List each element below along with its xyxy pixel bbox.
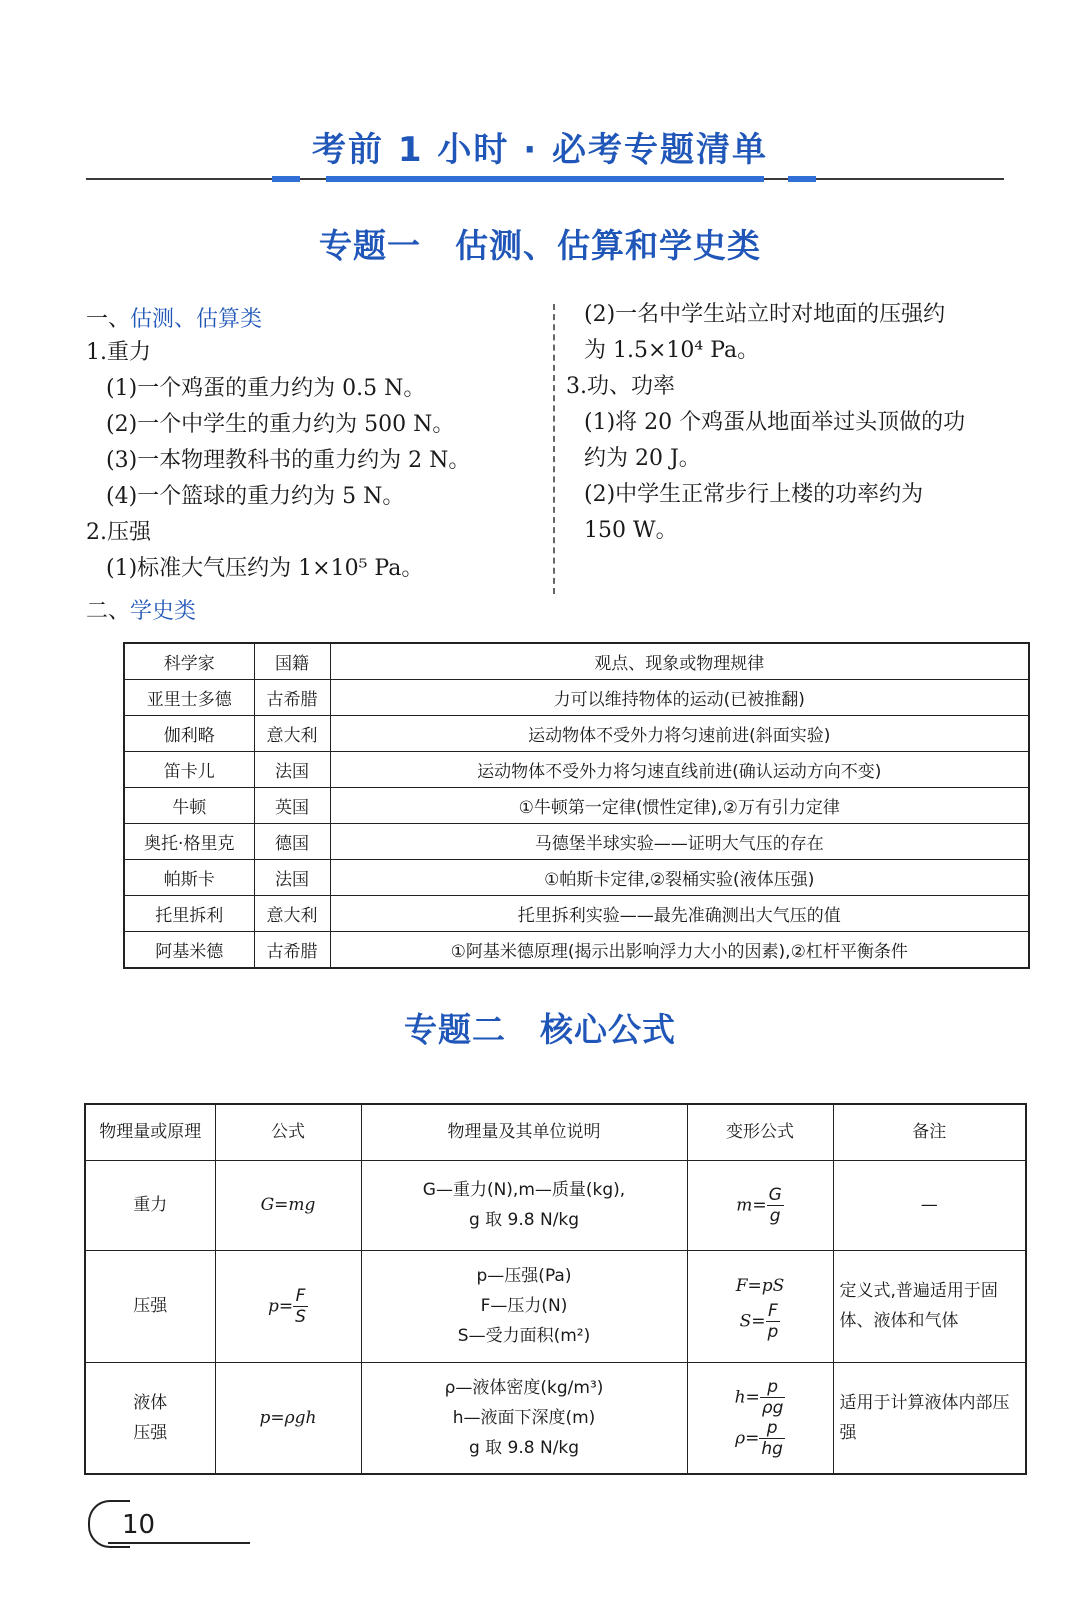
- fraction: [759, 1418, 785, 1459]
- section1-label: 估测、估算类: [130, 307, 263, 332]
- description-line: G—重力(N),m—质量(kg),: [422, 1180, 626, 1200]
- description-line: g 取 9.8 N/kg: [468, 1437, 580, 1458]
- formula-cell: G=mg: [215, 1160, 361, 1250]
- nationality-cell: 法国: [254, 860, 330, 896]
- right-line: 3.功、功率: [566, 374, 675, 399]
- variant-formula: [694, 1301, 827, 1342]
- quantity-cell: 重力: [85, 1160, 215, 1250]
- left-line: 1.重力: [86, 340, 151, 365]
- page-number: 10: [122, 1510, 156, 1540]
- formula-cell: p=ρgh: [215, 1362, 361, 1474]
- history-table: [123, 642, 1030, 969]
- header-cell: 国籍: [254, 643, 330, 680]
- formula-table: [84, 1103, 1027, 1475]
- formula-lhs: h=: [734, 1387, 760, 1408]
- scientist-cell: 牛顿: [124, 788, 254, 824]
- scientist-cell: 亚里士多德: [124, 680, 254, 716]
- left-line: (4)一个篮球的重力约为 5 N。: [106, 484, 405, 509]
- header-cell: 备注: [833, 1104, 1026, 1160]
- table-row: [85, 1362, 1026, 1474]
- table-header-row: [124, 643, 1029, 680]
- quantity-cell: 压强: [85, 1250, 215, 1362]
- right-line: (2)一名中学生站立时对地面的压强约: [584, 302, 946, 327]
- nationality-cell: 德国: [254, 824, 330, 860]
- table-row: [124, 824, 1029, 860]
- description-line: p—压强(Pa): [476, 1266, 572, 1286]
- left-line: (2)一个中学生的重力约为 500 N。: [106, 412, 455, 437]
- description-line: h—液面下深度(m): [452, 1407, 596, 1428]
- discovery-cell: 运动物体不受外力将匀速直线前进(确认运动方向不变): [330, 752, 1029, 788]
- section1-heading: [86, 302, 262, 333]
- quantity-line: 压强: [133, 1422, 168, 1443]
- fraction: [760, 1377, 786, 1418]
- right-line: 150 W。: [584, 518, 678, 543]
- formula-lhs: p=: [268, 1296, 294, 1316]
- left-line: (1)一个鸡蛋的重力约为 0.5 N。: [106, 376, 426, 401]
- note-cell: 定义式,普遍适用于固体、液体和气体: [833, 1250, 1026, 1362]
- variant-formula-cell: [687, 1362, 833, 1474]
- fraction-denominator: p: [767, 1321, 779, 1342]
- header-rule-segment: [300, 178, 326, 180]
- fraction: [767, 1185, 784, 1226]
- fraction-numerator: F: [766, 1301, 781, 1322]
- formula-cell: [215, 1250, 361, 1362]
- header-cell: 变形公式: [687, 1104, 833, 1160]
- section1-number: 一、: [86, 307, 131, 332]
- topic1-title: 专题一 估测、估算和学史类: [319, 226, 761, 265]
- nationality-cell: 法国: [254, 752, 330, 788]
- topic2-title: 专题二 核心公式: [404, 1010, 676, 1049]
- discovery-cell: 托里拆利实验——最先准确测出大气压的值: [330, 896, 1029, 932]
- discovery-cell: 运动物体不受外力将匀速前进(斜面实验): [330, 716, 1029, 752]
- variant-formula: [694, 1418, 827, 1459]
- table-row: [124, 860, 1029, 896]
- section2-label: 学史类: [130, 599, 197, 624]
- scientist-cell: 托里拆利: [124, 896, 254, 932]
- description-cell: [361, 1362, 687, 1474]
- left-column: [86, 338, 470, 584]
- quantity-line: 液体: [133, 1392, 168, 1413]
- header-cell: 物理量及其单位说明: [361, 1104, 687, 1160]
- formula-lhs: ρ=: [735, 1428, 760, 1449]
- note-cell: 适用于计算液体内部压强: [833, 1362, 1026, 1474]
- fraction: [766, 1301, 781, 1342]
- discovery-cell: ①阿基米德原理(揭示出影响浮力大小的因素),②杠杆平衡条件: [330, 932, 1029, 969]
- nationality-cell: 古希腊: [254, 680, 330, 716]
- variant-formula: [694, 1377, 827, 1418]
- table-row: [85, 1160, 1026, 1250]
- description-cell: [361, 1160, 687, 1250]
- nationality-cell: 英国: [254, 788, 330, 824]
- fraction-denominator: g: [769, 1205, 781, 1226]
- discovery-cell: ①牛顿第一定律(惯性定律),②万有引力定律: [330, 788, 1029, 824]
- table-header-row: [85, 1104, 1026, 1160]
- discovery-cell: 马德堡半球实验——证明大气压的存在: [330, 824, 1029, 860]
- header-cell: 观点、现象或物理规律: [330, 643, 1029, 680]
- fraction-numerator: p: [760, 1377, 786, 1398]
- scientist-cell: 笛卡儿: [124, 752, 254, 788]
- left-line: 2.压强: [86, 520, 151, 545]
- note-cell: —: [833, 1160, 1026, 1250]
- section2-heading: [86, 594, 196, 625]
- description-line: F—压力(N): [480, 1296, 568, 1316]
- fraction: [293, 1286, 308, 1327]
- scientist-cell: 帕斯卡: [124, 860, 254, 896]
- fraction-numerator: p: [759, 1418, 785, 1439]
- fraction-denominator: ρg: [761, 1397, 784, 1418]
- header-rule-left: [86, 178, 272, 180]
- table-row: [124, 716, 1029, 752]
- description-cell: [361, 1250, 687, 1362]
- nationality-cell: 古希腊: [254, 932, 330, 969]
- page-title: 考前 1 小时 · 必考专题清单: [312, 130, 768, 170]
- section2-number: 二、: [86, 599, 131, 624]
- description-line: S—受力面积(m²): [457, 1326, 591, 1346]
- right-line: (1)将 20 个鸡蛋从地面举过头顶做的功: [584, 410, 966, 435]
- right-line: 为 1.5×10⁴ Pa。: [584, 338, 760, 363]
- header-cell: 科学家: [124, 643, 254, 680]
- right-line: 约为 20 J。: [584, 446, 701, 471]
- header-rule-accent: [272, 176, 300, 182]
- header-cell: 物理量或原理: [85, 1104, 215, 1160]
- fraction-numerator: G: [768, 1184, 782, 1205]
- header-cell: 公式: [215, 1104, 361, 1160]
- discovery-cell: 力可以维持物体的运动(已被推翻): [330, 680, 1029, 716]
- header-rule-main-bar: [326, 176, 764, 182]
- header-rule-segment: [764, 178, 788, 180]
- formula-lhs: m=: [736, 1195, 767, 1215]
- table-row: [85, 1250, 1026, 1362]
- variant-formula-cell: [687, 1250, 833, 1362]
- description-line: ρ—液体密度(kg/m³): [444, 1377, 604, 1398]
- scientist-cell: 伽利略: [124, 716, 254, 752]
- scientist-cell: 奥托·格里克: [124, 824, 254, 860]
- header-rule-right: [816, 178, 1004, 180]
- left-line: (1)标准大气压约为 1×10⁵ Pa。: [106, 556, 424, 581]
- variant-formula: F=pS: [735, 1275, 785, 1296]
- variant-formula-cell: [687, 1160, 833, 1250]
- right-column: [566, 300, 965, 546]
- description-line: g 取 9.8 N/kg: [468, 1210, 580, 1230]
- table-row: [124, 932, 1029, 969]
- fraction-denominator: hg: [761, 1438, 783, 1459]
- formula-lhs: S=: [739, 1311, 766, 1331]
- column-divider: [553, 304, 555, 594]
- fraction-denominator: S: [295, 1306, 306, 1327]
- scientist-cell: 阿基米德: [124, 932, 254, 969]
- right-line: (2)中学生正常步行上楼的功率约为: [584, 482, 924, 507]
- table-row: [124, 896, 1029, 932]
- table-row: [124, 788, 1029, 824]
- quantity-cell: [85, 1362, 215, 1474]
- table-row: [124, 680, 1029, 716]
- header-rule-accent: [788, 176, 816, 182]
- page-number-underline: [108, 1542, 250, 1544]
- left-line: (3)一本物理教科书的重力约为 2 N。: [106, 448, 471, 473]
- nationality-cell: 意大利: [254, 896, 330, 932]
- nationality-cell: 意大利: [254, 716, 330, 752]
- discovery-cell: ①帕斯卡定律,②裂桶实验(液体压强): [330, 860, 1029, 896]
- fraction-numerator: F: [293, 1286, 308, 1307]
- table-row: [124, 752, 1029, 788]
